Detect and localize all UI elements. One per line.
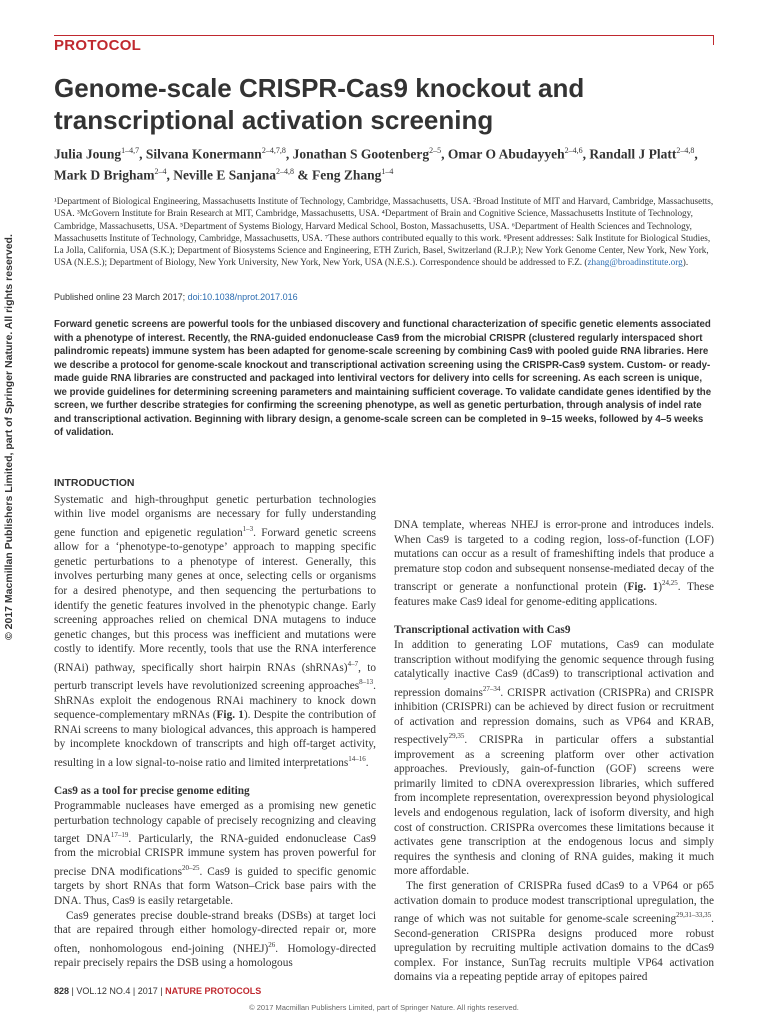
citation[interactable]: 20–25: [181, 864, 200, 873]
citation[interactable]: 14–16: [348, 754, 366, 763]
citation[interactable]: 29,35: [448, 732, 465, 741]
column-right: [394, 518, 714, 985]
side-copyright: [3, 234, 23, 660]
footer-copyright: © 2017 Macmillan Publishers Limited, part of Springer Nature. All rights reserved.: [249, 1003, 519, 1012]
citation[interactable]: 4–7: [347, 659, 359, 668]
affiliations-text: ¹Department of Biological Engineering, Massachusetts Institute of Technology, Cambridge, Massachusetts, USA. ²Broad Institute of MIT and Harvard, Cambridge, Massachusetts, USA. ³McGovern Institute for Brain Research at MIT, Cambridge, Massachusetts, USA. ⁴Department of Brain and Cognitive Science, Massachusetts Institute of Technology, Cambridge, Massachusetts, USA. ⁵Department of Systems Biology, Harvard Medical School, Boston, Massachusetts, USA. ⁶Department of Health Sciences and Technology, Massachusetts Institute of Technology, Cambridge, Massachusetts, USA. ⁷These authors contributed equally to this work. ⁸Present addresses: Salk Institute for Biological Studies, La Jolla, California, USA (S.K.); Department of Biosystems Science and Engineering, ETH Zurich, Basel, Switzerland (R.J.P.); New York Genome Center, New York, New York, USA (N.E.S.); Department of Biology, New York University, New York, New York, USA (N.E.S.). Correspondence should be addressed to F.Z. (: [54, 196, 714, 268]
header-rule-end: [713, 35, 714, 45]
author-name[interactable]: Julia Joung: [54, 146, 122, 162]
article-title: Genome-scale CRISPR-Cas9 knockout and transcriptional activation screening: [54, 73, 585, 135]
author-affil: 2–4,6: [564, 146, 583, 155]
author-affil: 2–5: [429, 146, 442, 155]
citation[interactable]: 26: [268, 940, 276, 949]
author-name[interactable]: Randall J Platt: [589, 146, 677, 162]
page-footer: 828 | VOL.12 NO.4 | 2017 | NATURE PROTOCOLS: [54, 986, 262, 996]
cas9-paragraph-1: Programmable nucleases have emerged as a promising new genetic perturbation technology capable of precisely recognizing and cleaving target DNA$^{17-19}$. Particularly, the RNA-guided endonuclease Cas9 from the microbial CRISPR immune system has proven powerful for precise DNA modifications$^{20-25}$. Cas9 is guided to specific genomic targets by short RNAs that form Watson–Crick base pairs with the DNA. Thus, Cas9 is easily retargetable.: [54, 799, 377, 908]
author-affil: 2–4: [154, 166, 167, 176]
citation[interactable]: 1–3: [242, 524, 254, 533]
citation[interactable]: 24,25: [662, 579, 678, 588]
figure-link[interactable]: Fig. 1: [216, 709, 244, 722]
author-affil: 2–4,8: [276, 166, 295, 176]
col2-paragraph-3: The first generation of CRISPRa fused dCas9 to a VP64 or p65 activation domain to produce modest transcriptional upregulation, the range of which was not suitable for genome-scale screening$^{29,31-33,35}$. Second-generation CRISPRa designs produced more robust upregulation by recruiting multiple activation domains to the dCas9 complex. For instance, SunTag recruits multiple VP64 activation domains via a repeating peptide array of epitopes paired: [394, 879, 714, 984]
abstract: Forward genetic screens are powerful tools for the unbiased discovery and functional characterization of specific genetic elements associated with a phenotype of interest. Recently, the RNA-guided endonuclease Cas9 from the microbial CRISPR (clustered regularly interspaced short palindromic repeats) immune system has been adapted for genome-scale screening by combining Cas9 with pooled guide RNA libraries. Here we describe a protocol for genome-scale knockout and transcriptional activation screening using the CRISPR-Cas9 system. Custom- or ready-made guide RNA libraries are constructed and packaged into lentiviral vectors for delivery into cells for screening. As each screen is unique, we provide guidelines for determining screening parameters and maintaining sufficient coverage. To validate candidate genes identified by the screen, we further describe strategies for confirming the screening phenotype, as well as genetic perturbation, through analysis of indel rate and transcriptional activation. Beginning with library design, a genome-scale screen can be completed in 9–15 weeks, followed by 4–5 weeks of validation.: [54, 319, 712, 438]
citation[interactable]: 27–34: [482, 684, 501, 693]
transcriptional-activation-heading: Transcriptional activation with Cas9: [394, 624, 571, 637]
figure-link[interactable]: Fig. 1: [627, 581, 659, 594]
citation[interactable]: 17–19: [110, 831, 129, 840]
author-affil: 1–4: [381, 166, 394, 176]
affiliations-close: ).: [682, 257, 689, 268]
correspondence-email-link[interactable]: zhang@broadinstitute.org: [587, 257, 683, 268]
author-name[interactable]: Feng Zhang: [312, 167, 382, 182]
citation[interactable]: 8–13: [359, 678, 374, 687]
citation[interactable]: 29,31–33,35: [676, 911, 712, 920]
author-affil: 2–4,7,8: [261, 146, 286, 155]
journal-name: NATURE PROTOCOLS: [165, 986, 262, 996]
author-affil: 1–4,7: [121, 146, 140, 155]
header-rule: [54, 35, 714, 36]
introduction-paragraph: Systematic and high-throughput genetic perturbation technologies within live model organisms are necessary for fully understanding gene function and epigenetic regulation$^{1-3}$. Forward genetic screens allow for a ‘phenotype-to-genotype’ approach to mapping specific genetic perturbations to a phenotype of interest. Generally, this involves perturbing many genes at once, selecting cells or organisms for a desired phenotype, and then sequencing the perturbations to identify the genetic features involved in the phenotypic change. Early screening approaches relied on chemical DNA mutagens to induce genetic changes, but this process was inefficient and mutations were costly to identify. More recently, tools that use the RNA interference (RNAi) pathway, specifically short hairpin RNAs (shRNAs)$^{4-7}$, to perturb transcript levels have revolutionized screening approaches$^{8-13}$. ShRNAs exploit the endogenous RNAi machinery to knock down sequence-complementary mRNAs (Fig. 1). Despite the contribution of RNAi screens to many biological advances, this approach is hampered by incomplete knockdown of transcripts and high off-target activity, resulting in a low signal-to-noise ratio and limited interpretations$^{14-16}$.: [54, 493, 377, 769]
footer-year: 2017: [137, 986, 158, 996]
section-label: PROTOCOL: [54, 37, 142, 54]
author-name[interactable]: Jonathan S Gootenberg: [292, 146, 430, 162]
volume-issue: VOL.12 NO.4: [76, 986, 131, 996]
introduction-heading: INTRODUCTION: [54, 477, 135, 489]
col2-paragraph-2: In addition to generating LOF mutations, Cas9 can modulate transcription without modifying the genomic sequence through fusing catalytically inactive Cas9 (dCas9) to transcriptional activation and repression domains$^{27-34}$. CRISPR activation (CRISPRa) and CRISPR inhibition (CRISPRi) can be achieved by direct fusion or recruitment of activation and repression domains, such as VP64 and KRAB, respectively$^{29,35}$. CRISPRa in particular offers a substantial improvement as a screening platform over other activation approaches. Previously, gain-of-function (GOF) screens were primarily limited to cDNA overexpression libraries, which suffered from incomplete representation, overexpression beyond physiological levels and endogenous regulation, lack of isoform diversity, and high cost of construction. CRISPRa overcomes these limitations because it activates gene transcription at the endogenous locus and simply requires the synthesis and cloning of RNA guides, making it much more affordable.: [394, 638, 714, 878]
affiliations: [54, 195, 714, 269]
publication-info: [54, 292, 714, 302]
cas9-heading: Cas9 as a tool for precise genome editing: [54, 785, 250, 798]
author-list: Julia Joung$^{1-4,7}$, Silvana Konermann$^{2-4,7,8}$, Jonathan S Gootenberg$^{2-5}$, Omar O Abudayyeh$^{2-4,6}$, Randall J Platt$^{2-4,8}$, Mark D Brigham$^{2-4}$, Neville E Sanjana$^{2-4,8}$ & Feng Zhang$^{1-4}$: [54, 146, 698, 182]
column-left: [54, 476, 376, 971]
author-name[interactable]: Omar O Abudayyeh: [447, 146, 565, 162]
page-number: 828: [54, 986, 70, 996]
col2-paragraph-1: DNA template, whereas NHEJ is error-prone and introduces indels. When Cas9 is targeted to a coding region, loss-of-function (LOF) mutations can occur as a result of frameshifting indels that produce a premature stop codon and subsequent nonsense-mediated decay of the transcript or generate a nonfunctional protein (Fig. 1)$^{24,25}$. These features make Cas9 ideal for genome-editing applications.: [394, 519, 714, 608]
author-name[interactable]: Neville E Sanjana: [173, 167, 277, 182]
doi-link[interactable]: doi:10.1038/nprot.2017.016: [187, 292, 298, 302]
side-copyright-text: © 2017 Macmillan Publishers Limited, part of Springer Nature. All rights reserved.: [3, 234, 15, 640]
author-affil: 2–4,8: [676, 146, 695, 155]
author-name[interactable]: Mark D Brigham: [54, 167, 155, 182]
author-name[interactable]: Silvana Konermann: [145, 146, 262, 162]
cas9-paragraph-2: Cas9 generates precise double-strand breaks (DSBs) at target loci that are repaired through either homology-directed repair or, more often, nonhomologous end-joining (NHEJ)$^{26}$. Homology-directed repair precisely repairs the DSB using a homologous: [54, 909, 376, 970]
published-date: Published online 23 March 2017;: [54, 292, 188, 302]
